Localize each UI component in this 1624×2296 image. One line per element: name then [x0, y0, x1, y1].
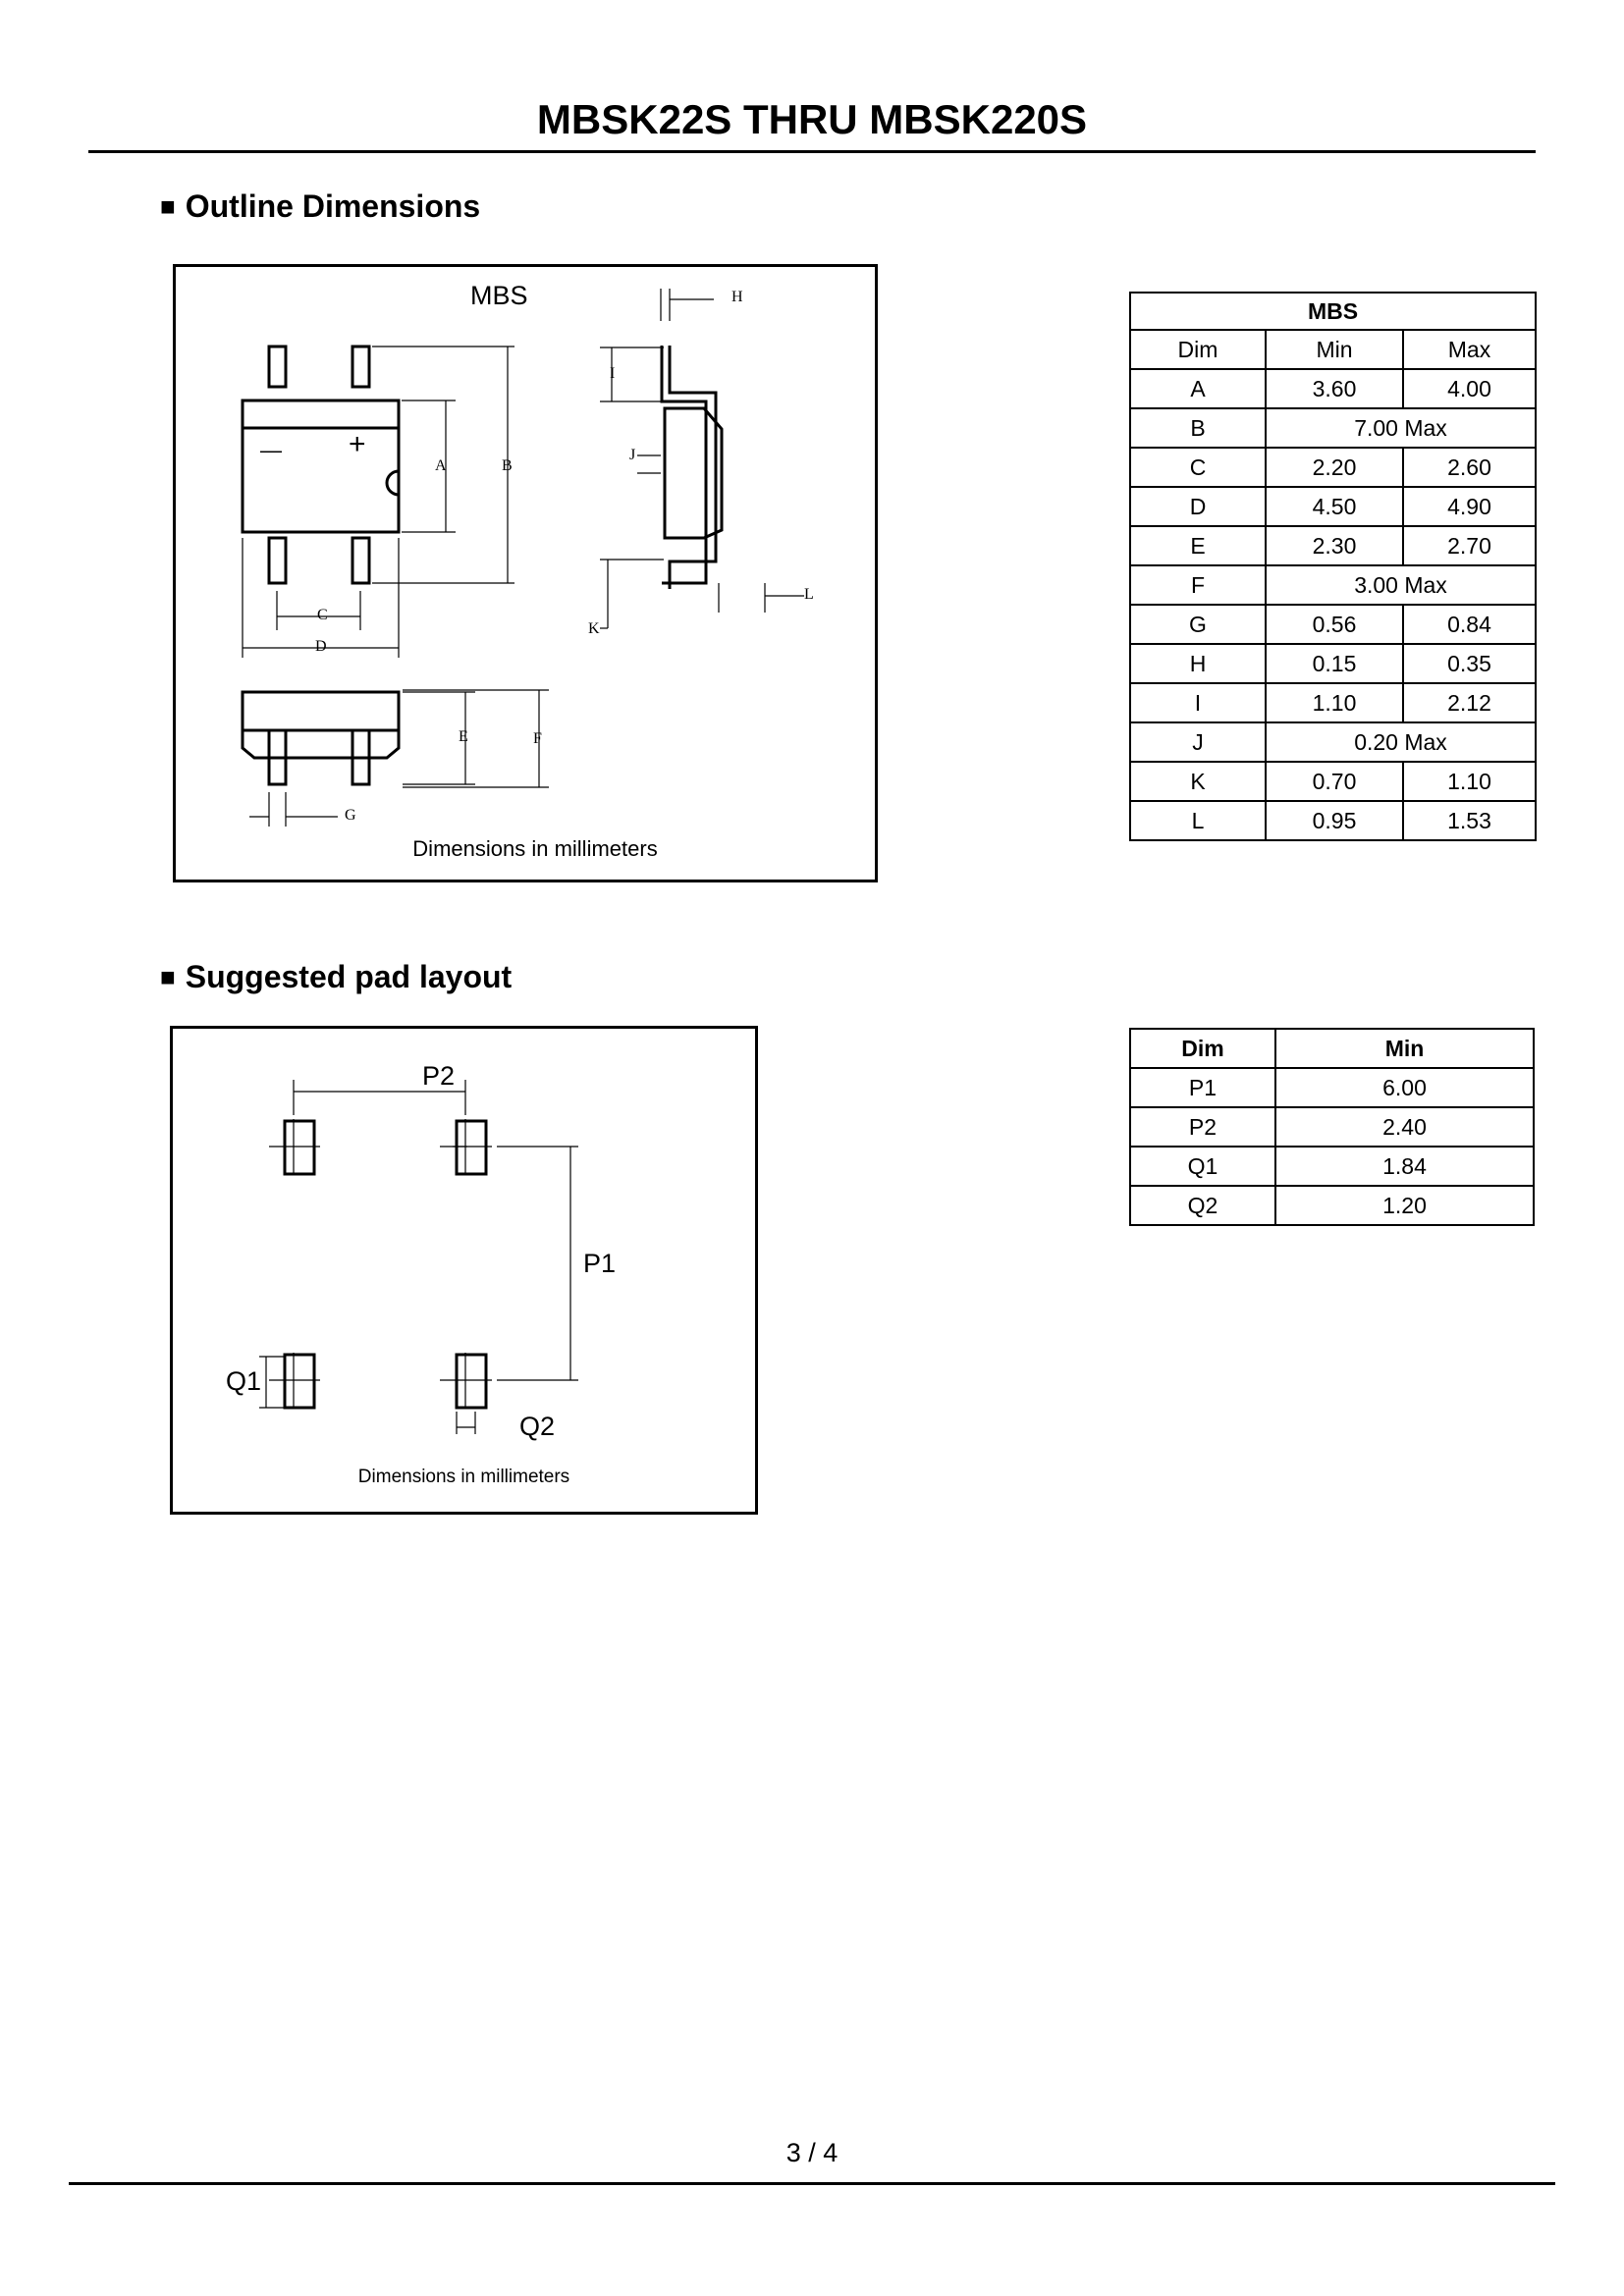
- min-cell: 0.15: [1266, 644, 1403, 683]
- dim-cell: Q2: [1130, 1186, 1275, 1225]
- lead-top-right: [352, 347, 369, 387]
- pad-layout-figure: [170, 1026, 758, 1515]
- max-cell: 4.90: [1403, 487, 1536, 526]
- pad-top-right: [457, 1121, 486, 1174]
- package-body-top: [243, 400, 399, 532]
- pad-dimension-table: [1129, 1028, 1535, 1226]
- outline-heading: [160, 188, 480, 225]
- min-cell: 4.50: [1266, 487, 1403, 526]
- min-cell: 1.84: [1275, 1147, 1534, 1186]
- dim-cell: G: [1130, 605, 1266, 644]
- table-row: [1130, 1186, 1534, 1225]
- table-row: [1130, 526, 1536, 565]
- title-rule: [88, 150, 1536, 153]
- min-cell: 2.30: [1266, 526, 1403, 565]
- min-cell: 3.60: [1266, 369, 1403, 408]
- dim-label-f: F: [533, 730, 542, 747]
- max-cell: 2.70: [1403, 526, 1536, 565]
- table-row: [1130, 683, 1536, 722]
- dim-cell: E: [1130, 526, 1266, 565]
- pad-label-q1: Q1: [225, 1366, 261, 1396]
- side-body: [665, 408, 722, 538]
- bullet-square-icon: ■: [160, 962, 176, 991]
- dim-label-h: H: [731, 289, 743, 305]
- outline-heading-text: Outline Dimensions: [185, 188, 481, 224]
- package-body-front: [243, 692, 399, 758]
- mbs-dimension-table: [1129, 292, 1537, 841]
- bullet-square-icon: ■: [160, 191, 176, 221]
- package-label: MBS: [470, 281, 528, 310]
- dim-cell: B: [1130, 408, 1266, 448]
- min-cell: 2.20: [1266, 448, 1403, 487]
- max-only-cell: 3.00 Max: [1266, 565, 1536, 605]
- min-cell: 0.70: [1266, 762, 1403, 801]
- polarity-plus-label: +: [349, 428, 366, 460]
- dim-label-i: I: [610, 365, 616, 382]
- table-row: [1130, 801, 1536, 840]
- dim-cell: H: [1130, 644, 1266, 683]
- table-row: [1130, 565, 1536, 605]
- dim-label-j: J: [629, 447, 636, 463]
- dim-label-d: D: [315, 638, 327, 655]
- dim-cell: C: [1130, 448, 1266, 487]
- table-package-header: MBS: [1130, 293, 1536, 330]
- pad-table-header-min: Min: [1275, 1029, 1534, 1068]
- max-cell: 1.53: [1403, 801, 1536, 840]
- dim-cell: L: [1130, 801, 1266, 840]
- dim-cell: P1: [1130, 1068, 1275, 1107]
- table-header-dim: Dim: [1130, 330, 1266, 369]
- min-cell: 0.56: [1266, 605, 1403, 644]
- table-row: [1130, 448, 1536, 487]
- table-header-max: Max: [1403, 330, 1536, 369]
- max-cell: 0.84: [1403, 605, 1536, 644]
- max-cell: 2.60: [1403, 448, 1536, 487]
- dim-label-k: K: [588, 620, 600, 637]
- lead-bottom-left: [269, 538, 286, 583]
- min-cell: 1.10: [1266, 683, 1403, 722]
- dim-label-l: L: [804, 586, 814, 603]
- pad-figure-caption: Dimensions in millimeters: [357, 1467, 570, 1487]
- outline-dimensions-figure: [173, 264, 878, 882]
- dim-label-c: C: [317, 607, 328, 623]
- dim-label-e: E: [459, 728, 468, 745]
- side-lead-inner: [670, 346, 716, 589]
- dim-cell: J: [1130, 722, 1266, 762]
- min-cell: 0.95: [1266, 801, 1403, 840]
- table-row: [1130, 408, 1536, 448]
- pad-layout-heading: [160, 959, 512, 995]
- dim-label-a: A: [435, 457, 447, 474]
- package-drawing: [176, 267, 875, 880]
- pad-table-header-dim: Dim: [1130, 1029, 1275, 1068]
- table-row: [1130, 722, 1536, 762]
- max-cell: 2.12: [1403, 683, 1536, 722]
- dim-cell: K: [1130, 762, 1266, 801]
- dim-cell: P2: [1130, 1107, 1275, 1147]
- polarity-minus-label: —: [260, 438, 282, 462]
- pad-bottom-left: [285, 1355, 314, 1408]
- table-row: [1130, 605, 1536, 644]
- table-row: [1130, 369, 1536, 408]
- page-number: 3 / 4: [785, 2138, 839, 2167]
- lead-bottom-right: [352, 538, 369, 583]
- dim-cell: I: [1130, 683, 1266, 722]
- pad-drawing: [173, 1029, 755, 1512]
- pad-layout-heading-text: Suggested pad layout: [185, 959, 513, 994]
- dimension-lines: [243, 289, 804, 827]
- dim-cell: A: [1130, 369, 1266, 408]
- table-row: [1130, 644, 1536, 683]
- table-row: [1130, 487, 1536, 526]
- outline-figure-caption: Dimensions in millimeters: [412, 836, 658, 861]
- document-title: MBSK22S THRU MBSK220S: [536, 96, 1088, 142]
- table-row: [1130, 762, 1536, 801]
- dim-cell: F: [1130, 565, 1266, 605]
- dim-cell: D: [1130, 487, 1266, 526]
- footer-rule: [69, 2182, 1555, 2185]
- lead-top-left: [269, 347, 286, 387]
- pad-bottom-right: [457, 1355, 486, 1408]
- table-header-min: Min: [1266, 330, 1403, 369]
- min-cell: 1.20: [1275, 1186, 1534, 1225]
- pad-label-q2: Q2: [518, 1412, 555, 1441]
- max-cell: 1.10: [1403, 762, 1536, 801]
- max-cell: 0.35: [1403, 644, 1536, 683]
- table-row: [1130, 1107, 1534, 1147]
- pad-label-p1: P1: [583, 1249, 617, 1278]
- table-row: [1130, 1147, 1534, 1186]
- min-cell: 2.40: [1275, 1107, 1534, 1147]
- table-row: [1130, 1068, 1534, 1107]
- pad-top-left: [285, 1121, 314, 1174]
- max-only-cell: 0.20 Max: [1266, 722, 1536, 762]
- dim-label-g: G: [345, 807, 356, 824]
- min-cell: 6.00: [1275, 1068, 1534, 1107]
- max-only-cell: 7.00 Max: [1266, 408, 1536, 448]
- max-cell: 4.00: [1403, 369, 1536, 408]
- body-notch: [387, 471, 399, 495]
- dim-label-b: B: [502, 457, 513, 474]
- pad-label-p2: P2: [422, 1061, 456, 1091]
- dim-cell: Q1: [1130, 1147, 1275, 1186]
